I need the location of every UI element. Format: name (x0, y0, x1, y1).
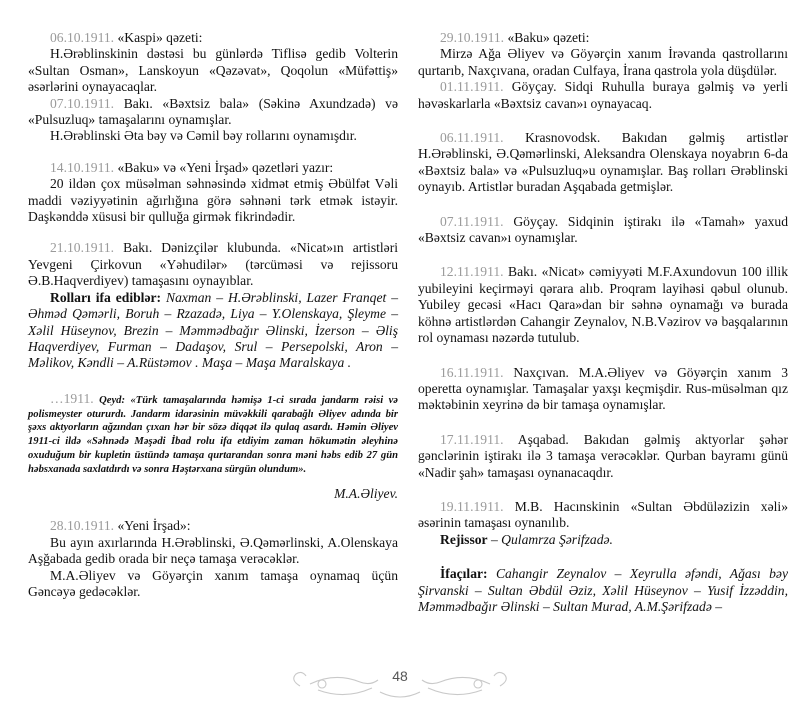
roles-label: Rolları ifa ediblər: (50, 289, 162, 305)
entry-date: 21.10.1911. (50, 240, 115, 256)
entry-date: 29.10.1911. (440, 30, 505, 45)
entry-date: 14.10.1911. (50, 159, 115, 175)
entry-heading: Göyçay. Sidqinin iştirakı ilə «Tamah» yaxud «Bəxtsiz cavan»ı oynamışlar. (418, 213, 788, 246)
performers-label: İfaçılar: (440, 566, 488, 582)
entry-date: 06.10.1911. (50, 30, 115, 45)
entry-date: 28.10.1911. (50, 518, 115, 534)
entry-date: 07.10.1911. (50, 95, 115, 111)
entry-body: Bu ayın axırlarında H.Ərəblinski, Ə.Qəmərlinski, A.Olenskaya Aşğabada gedib orada bir neçə tamaşa verəcəklər. (28, 534, 398, 567)
entry-body: H.Ərəblinski Əta bəy və Cəmil bəy rollarını oynamışdır. (50, 128, 357, 144)
entry-body: Mirzə Ağa Əliyev və Göyərçin xanım İrəvanda qastrollarını qurtarıb, Naxçıvana, oradan Culfaya, İrana qastrola yola düşdülər. (418, 46, 788, 78)
entry-body: H.Ərəblinskinin dəstəsi bu günlərdə Tiflisə gedib Volterin «Sultan Osman», Lanskoyun «Qəzəvat», Qoqolun «Müfəttiş» əsərlərini oynayacaqlar. (28, 46, 398, 95)
roles-list: Naxman – H.Ərəblinski, Lazer Franqet – Əhməd Qəmərli, Boruh – Rzazadə, Liya – Y.Olenskaya, Şleyme – Xəlil Hüseynov, Brezin – Məmmədbağır Əlinski, İzerson – Əliş Haqverdiyev, Furman – Dadaşov, Srul – Persepolski, Aron – Məlikov, Kəndli – A.Rüstəmov . Maşa – Maşa Maralskaya . (28, 289, 398, 371)
entry-heading: Bakı. Dənizçilər klubunda. «Nicat»ın artistləri Yevgeni Çirkovun «Yəhudilər» (tərcüməsi və rejissoru Ə.B.Haqverdiyev) tamaşasını oynayıblar. (28, 240, 398, 289)
entry-heading: Bakı. «Bəxtsiz bala» (Səkinə Axundzadə) və «Pulsuzluq» tamaşalarını oynamışlar. (28, 95, 398, 128)
entry-heading: Göyçay. Sidqi Ruhulla buraya gəlmiş və yerli həvəskarlarla «Bəxtsiz cavan»ı oynayacaq. (418, 79, 788, 111)
note-label: Qeyd: (99, 394, 126, 406)
entry-date: 06.11.1911. (440, 130, 504, 146)
entry-date: 17.11.1911. (440, 431, 504, 447)
entry-date: 16.11.1911. (440, 364, 504, 380)
entry-date: 01.11.1911. (440, 79, 504, 95)
entry-heading: Bakı. «Nicat» cəmiyyəti M.F.Axundovun 100 illik yubileyini keçirməyi qərara alıb. Proqram layihəsi qəbul olunub. Yubiley gecəsi «Hacı Qara»dan bir səhnə oynamağı və burada köhnə artistlərdən Cahangir Zeynalov, N.B.Vəzirov və başqalarının rol oynaması nəzərdə tutulub. (418, 264, 788, 346)
entry-date: 07.11.1911. (440, 213, 504, 229)
entry-heading: «Yeni İrşad»: (114, 518, 191, 534)
note-signature: M.A.Əliyev. (334, 485, 398, 501)
note-text: «Türk tamaşalarında həmişə 1-ci sırada jandarm rəisi və polismeyster otururdı. Jandarm idarəsinin müvəkkili qarabağlı Əliyev adında bir şəxs aktyorların ağzından çıxan hər bir sözə diqqət ilə qulaq asardı. Həmin Əliyev 1911-ci ildə «Səhnədə Məşədi İbad rolu ifa etdiyim zaman hökumətin əleyhinə oxuduğum bir kupletin üstündə tamaşa qurtarandan sonra məni həbs edib 27 gün həbsxanada saxlatdırdı və sonra Həştərxana sürgün olundum». (28, 394, 398, 475)
entry-heading: «Baku» qəzeti: (504, 30, 590, 45)
director-name: – Qulamrza Şərifzadə. (487, 531, 613, 547)
entry-heading: Aşqabad. Bakıdan gəlmiş aktyorlar şəhər gənclərinin iştirakı ilə 3 tamaşa verəcəklər. Qurban bayramı günü «Nadir şah» tamaşası oynanacaqdır. (418, 431, 788, 480)
page-number: 48 (392, 668, 408, 684)
entry-body: 20 ildən çox müsəlman səhnəsində xidmət etmiş Əbülfət Vəli maddi vəziyyətinin ağırlığına görə səhnəni tərk etmək istəyir. Daşkənddə xüsusi bir qulluğa girmək fikrindədir. (28, 176, 398, 225)
entry-heading: «Baku» və «Yeni İrşad» qəzetləri yazır: (114, 159, 334, 175)
director-label: Rejissor (440, 531, 488, 547)
entry-heading: Naxçıvan. M.A.Əliyev və Göyərçin xanım 3 operetta oynamışlar. Tamaşalar yaxşı keçmişdir. Rus-müsəlman qız məktəbinin xeyrinə də bir tamaşa oynamışlar. (418, 364, 788, 413)
entry-date: 19.11.1911. (440, 498, 504, 514)
performers-list: Cahangir Zeynalov – Xeyrulla əfəndi, Ağası bəy Şirvanski – Sultan Əbdül Əziz, Xəlil Hüseynov – Yusif İzzəddin, Məmmədbağır Əlinski – Sultan Murad, A.M.Şərifzadə – (418, 566, 788, 614)
entry-date: 12.11.1911. (440, 264, 504, 280)
entry-date: …1911. (50, 390, 94, 406)
entry-heading: Krasnovodsk. Bakıdan gəlmiş artistlər H.Ərəblinski, Ə.Qəmərlinski, Aleksandra Olenskaya noyabrın 6-da «Bəxtsiz bala» və «Pulsuzluq»u oynamışlar. Baş rolları Ərəblinski oynayıb. Artistlər buradan Aşqabada getmişlər. (418, 130, 788, 195)
entry-heading: M.B. Hacınskinin «Sultan Əbdüləzizin xəli» əsərinin tamaşası oynanılıb. (418, 498, 788, 531)
entry-body-2: M.A.Əliyev və Göyərçin xanım tamaşa oynamaq üçün Gəncəyə gedəcəklər. (28, 567, 398, 599)
entry-heading: «Kaspi» qəzeti: (114, 30, 203, 45)
